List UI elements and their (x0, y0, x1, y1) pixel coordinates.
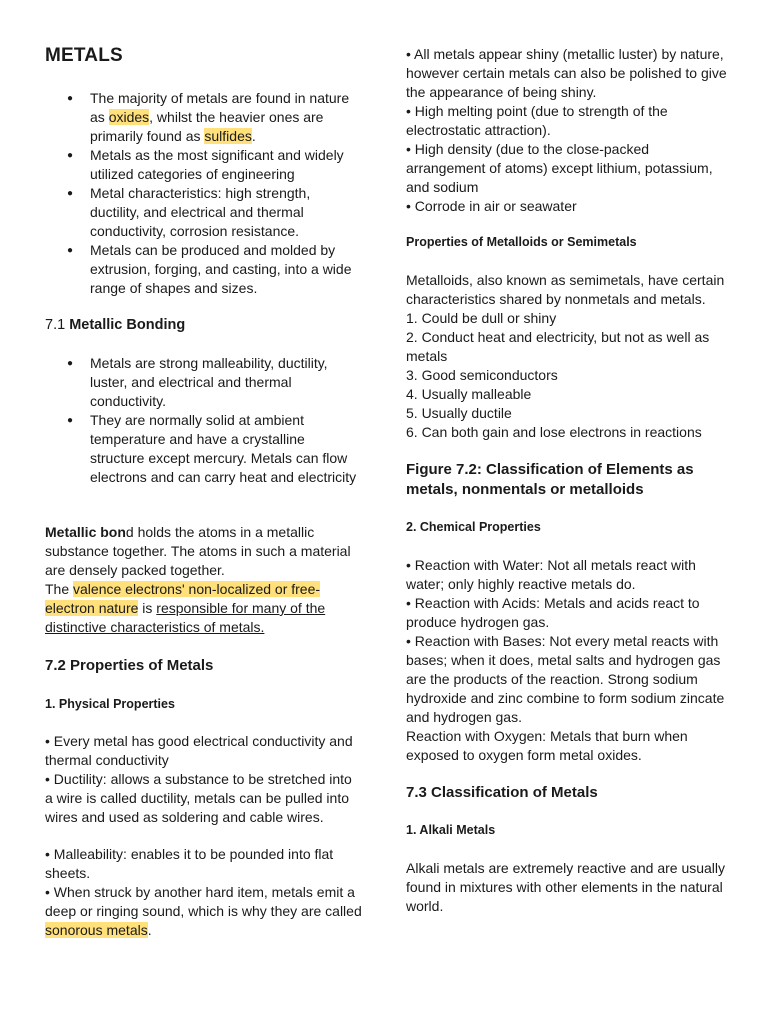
text: • When struck by another hard item, metals emit a deep or ringing sound, which is why they are called (45, 884, 362, 919)
text: . (147, 922, 152, 938)
list-item: ● They are normally solid at ambient temperature and have a crystalline structure except mercury. Metals can flow electrons and can carry heat and electricity (45, 411, 363, 487)
text: is (138, 600, 157, 616)
physical-properties-continued (406, 45, 728, 216)
text: , whilst the heavier ones are primarily found as (90, 109, 324, 144)
list-item: 4. Usually malleable (406, 386, 532, 402)
list-item: • Malleability: enables it to be pounded into flat sheets. (45, 846, 334, 881)
bonding-bullet-list (45, 354, 363, 487)
list-item: • All metals appear shiny (metallic luster) by nature, however certain metals can also be polished to give the appearance of being shiny. (406, 46, 727, 100)
list-item: 5. Usually ductile (406, 405, 512, 421)
list-item: Reaction with Oxygen: Metals that burn when exposed to oxygen form metal oxides. (406, 728, 688, 763)
highlight-sonorous: sonorous metals (45, 922, 148, 938)
alkali-metals-heading: 1. Alkali Metals (406, 823, 496, 837)
list-item: ● Metals can be produced and molded by extrusion, forging, and casting, into a wide range of shapes and sizes. (45, 241, 363, 298)
section-number: 7.1 (45, 317, 70, 333)
text: d holds the atoms in a metallic substance together. The atoms in such a material are densely packed together. (45, 524, 351, 578)
list-item: • Corrode in air or seawater (406, 198, 577, 214)
list-item: ● Metals as the most significant and widely utilized categories of engineering (45, 146, 363, 184)
list-item: • Ductility: allows a substance to be stretched into a wire is called ductility, metals can be pulled into wires and used as soldering and cable wires. (45, 771, 352, 825)
section-heading-7-3: 7.3 Classification of Metals (406, 784, 598, 801)
underlined-text: responsible for many of the distinctive characteristics of metals. (45, 600, 326, 635)
highlight-sulfides: sulfides (204, 128, 252, 144)
list-item: ● Metals are strong malleability, ductility, luster, and electrical and thermal conductivity. (45, 354, 363, 411)
metalloids-intro: Metalloids, also known as semimetals, have certain characteristics shared by nonmetals and metals. (406, 272, 725, 307)
alkali-metals-paragraph: Alkali metals are extremely reactive and are usually found in mixtures with other elements in the natural world. (406, 860, 726, 914)
physical-properties-list-2 (45, 845, 363, 940)
list-item (45, 883, 363, 940)
list-item: 6. Can both gain and lose electrons in reactions (406, 424, 702, 440)
bold-term: Metallic bon (45, 524, 126, 540)
list-item: • Reaction with Acids: Metals and acids react to produce hydrogen gas. (406, 595, 700, 630)
metalloids-heading: Properties of Metalloids or Semimetals (406, 235, 637, 249)
list-item: • Reaction with Water: Not all metals react with water; only highly reactive metals do. (406, 557, 696, 592)
section-heading-7-2: 7.2 Properties of Metals (45, 657, 214, 674)
list-item: 3. Good semiconductors (406, 367, 558, 383)
highlight-valence: valence electrons' non-localized or free-electron nature (45, 581, 321, 616)
list-item: 1. Could be dull or shiny (406, 310, 557, 326)
chemical-properties-list (406, 556, 728, 765)
text: The majority of metals are found in nature as (90, 90, 350, 125)
highlight-oxides: oxides (108, 109, 150, 125)
intro-bullet-list (45, 89, 363, 298)
chemical-properties-heading: 2. Chemical Properties (406, 520, 541, 534)
section-heading-7-1 (45, 316, 363, 335)
list-item: • High melting point (due to strength of the electrostatic attraction). (406, 103, 668, 138)
list-item (45, 89, 363, 146)
figure-caption: Figure 7.2: Classification of Elements as metals, nonmentals or metalloids (406, 461, 694, 498)
text: . (251, 128, 256, 144)
physical-properties-heading: 1. Physical Properties (45, 697, 175, 711)
metalloids-section (406, 271, 728, 442)
page-title: METALS (45, 45, 123, 66)
list-item: ● Metal characteristics: high strength, ductility, and electrical and thermal conductivity, corrosion resistance. (45, 184, 363, 241)
list-item: • High density (due to the close-packed arrangement of atoms) except lithium, potassium, and sodium (406, 141, 713, 195)
list-item: • Reaction with Bases: Not every metal reacts with bases; when it does, metal salts and hydrogen gas are the products of the reaction. Strong sodium hydroxide and zinc combine to form sodium zincate and hydrogen gas. (406, 633, 725, 725)
list-item: • Every metal has good electrical conductivity and thermal conductivity (45, 733, 353, 768)
text: The (45, 581, 74, 597)
metallic-bond-paragraph (45, 523, 363, 637)
section-title: Metallic Bonding (69, 317, 186, 333)
list-item: 2. Conduct heat and electricity, but not as well as metals (406, 329, 710, 364)
physical-properties-list (45, 732, 363, 827)
